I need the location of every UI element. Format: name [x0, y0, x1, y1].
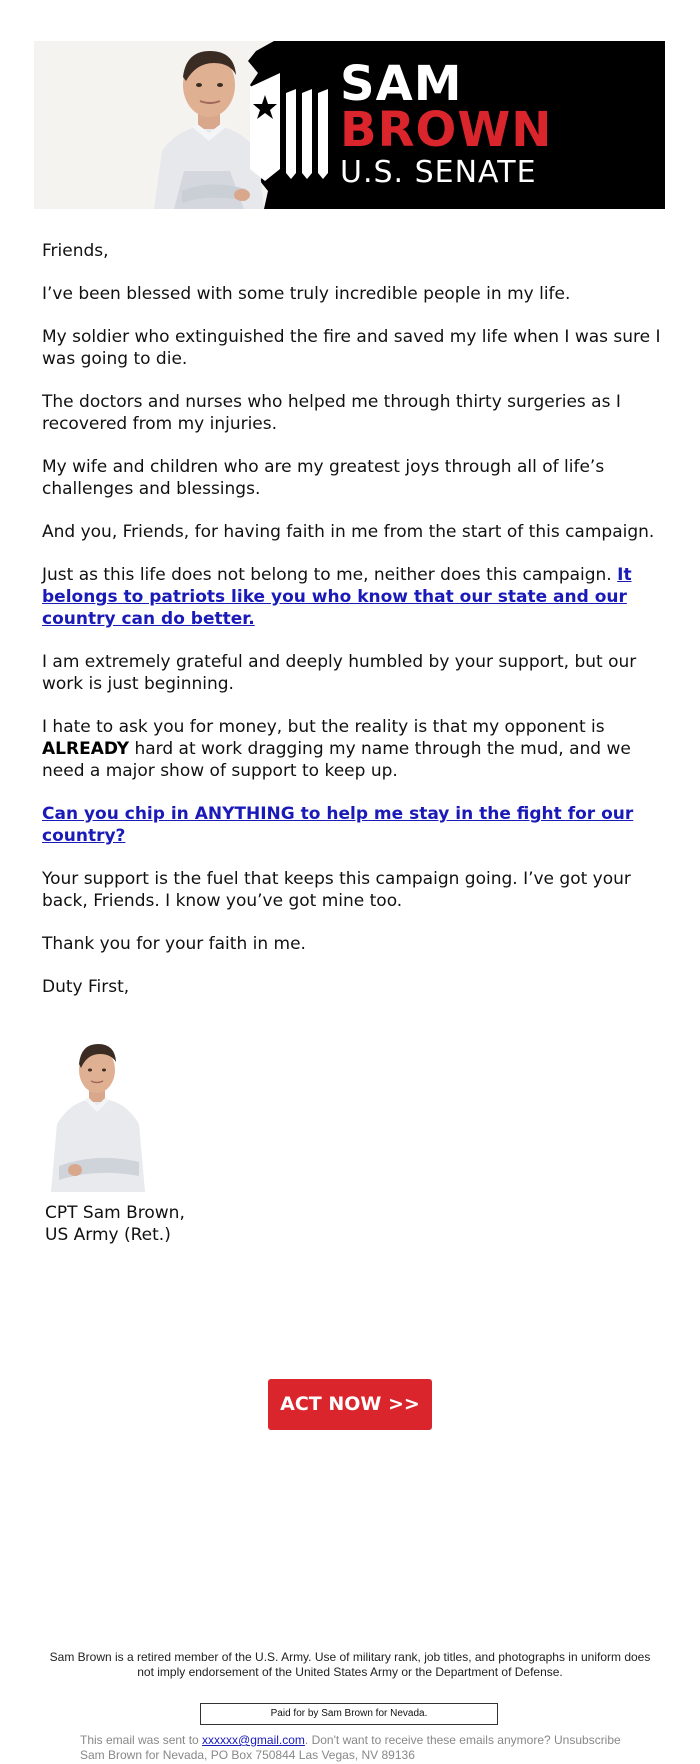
- signature-photo: [45, 1040, 149, 1192]
- already-emphasis: ALREADY: [42, 739, 130, 759]
- patriots-link[interactable]: It belongs to patriots like you who know that our state and our country can do better.: [42, 565, 632, 629]
- paid-for-box: Paid for by Sam Brown for Nevada.: [200, 1703, 498, 1725]
- closing: Duty First,: [42, 977, 130, 997]
- greeting: Friends,: [42, 241, 109, 261]
- paragraph-patriots-text: Just as this life does not belong to me, neither does this campaign.: [42, 565, 618, 585]
- sent-to-prefix: This email was sent to: [80, 1733, 203, 1747]
- mailing-address: Sam Brown for Nevada, PO Box 750844 Las Vegas, NV 89136: [80, 1748, 415, 1762]
- act-now-button[interactable]: ACT NOW >>: [268, 1379, 432, 1430]
- paragraph-soldier: My soldier who extinguished the fire and saved my life when I was sure I was going to die.: [42, 327, 661, 369]
- banner-office: U.S. SENATE: [340, 155, 537, 190]
- paragraph-opponent-text-2: hard at work dragging my name through the mud, and we need a major show of support to keep up.: [42, 739, 631, 781]
- banner-name-first: SAM: [340, 56, 463, 112]
- chip-in-link[interactable]: Can you chip in ANYTHING to help me stay in the fight for our country?: [42, 804, 634, 846]
- unsubscribe-link[interactable]: Unsubscribe: [554, 1733, 621, 1747]
- paragraph-doctors: The doctors and nurses who helped me through thirty surgeries as I recovered from my injuries.: [42, 392, 621, 434]
- paragraph-opponent-text-1: I hate to ask you for money, but the reality is that my opponent is: [42, 717, 605, 737]
- signature-name: [45, 1202, 185, 1246]
- banner-name-last: BROWN: [340, 102, 553, 158]
- paragraph-opponent: [42, 716, 662, 782]
- paragraph-grateful: I am extremely grateful and deeply humbled by your support, but our work is just beginning.: [42, 652, 637, 694]
- signature-name-line1: CPT Sam Brown,: [45, 1203, 185, 1223]
- paragraph-support: Your support is the fuel that keeps this campaign going. I’ve got your back, Friends. I know you’ve got mine too.: [42, 869, 631, 911]
- paragraph-family: My wife and children who are my greatest joys through all of life’s challenges and blessings.: [42, 457, 605, 499]
- sent-to-suffix: . Don't want to receive these emails anymore?: [304, 1733, 554, 1747]
- paragraph-friends: And you, Friends, for having faith in me from the start of this campaign.: [42, 522, 655, 542]
- recipient-email-link[interactable]: xxxxxx@gmail.com: [202, 1733, 305, 1747]
- paragraph-thanks: Thank you for your faith in me.: [42, 934, 306, 954]
- header-banner: [34, 41, 665, 209]
- flag-logo-icon: [246, 69, 332, 185]
- banner-wordmark: [340, 56, 553, 191]
- letter-body: [42, 240, 662, 1019]
- paragraph-chip-in: [42, 803, 662, 847]
- sent-to-line: [80, 1733, 680, 1748]
- footer-unsubscribe: [80, 1733, 680, 1763]
- military-disclaimer: Sam Brown is a retired member of the U.S. Army. Use of military rank, job titles, and photographs in uniform does not imply endorsement of the United States Army or the Department of Defense.: [49, 1650, 651, 1679]
- paragraph-patriots: [42, 564, 662, 630]
- signature-name-line2: US Army (Ret.): [45, 1225, 171, 1245]
- paragraph-blessed: I’ve been blessed with some truly incredible people in my life.: [42, 284, 571, 304]
